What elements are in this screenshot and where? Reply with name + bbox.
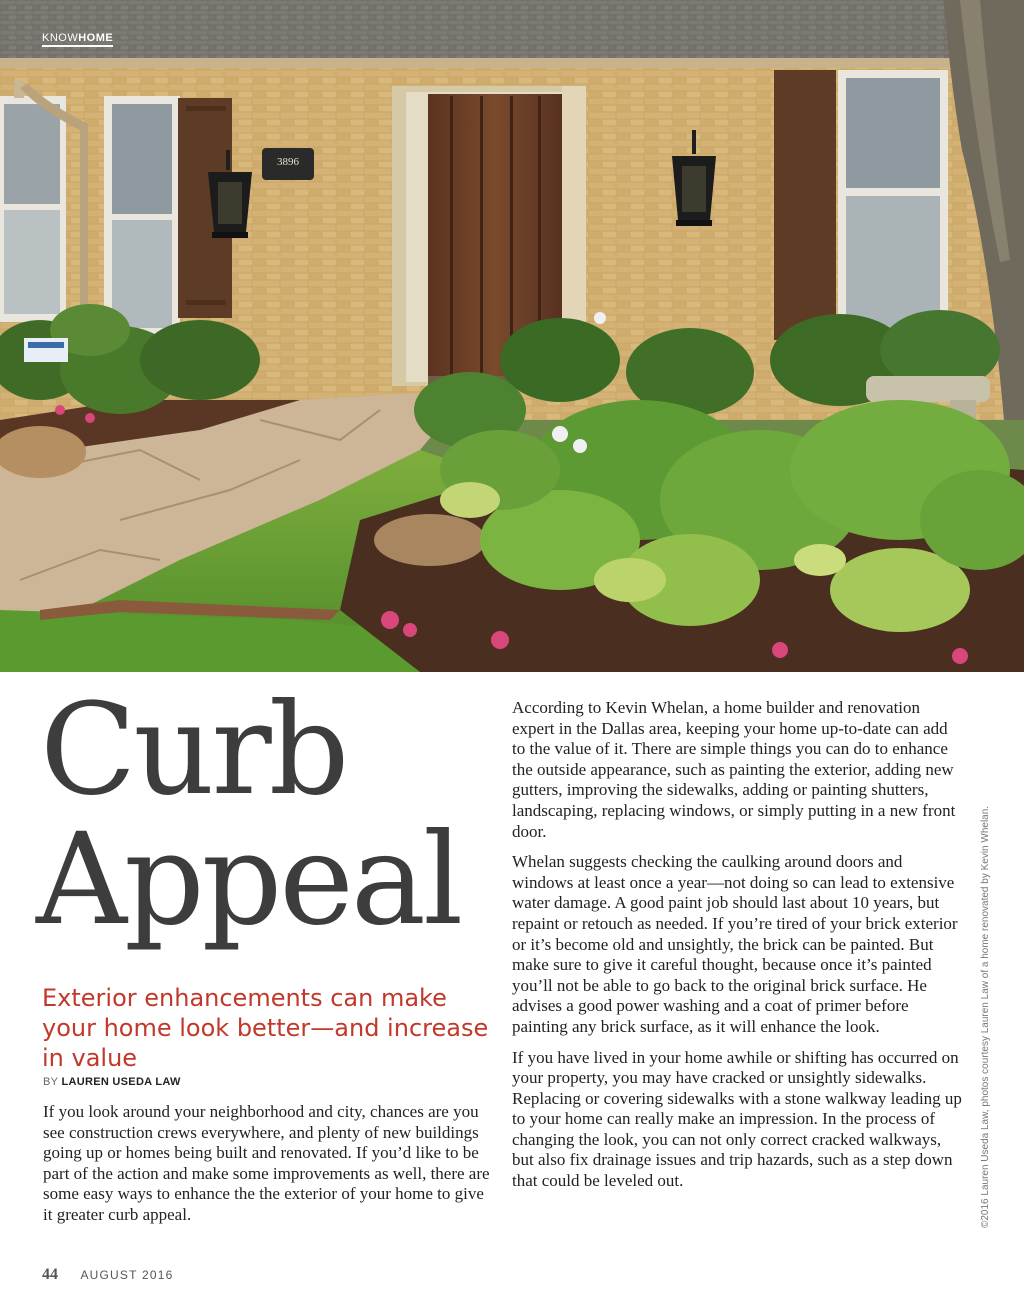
photo-credit: ©2016 Lauren Useda Law, photos courtesy Lauren Law of a home renovated by Kevin Whelan. — [980, 805, 991, 1228]
page-footer — [42, 1266, 173, 1284]
paragraph-3: Whelan suggests checking the caulking around doors and windows at least once a year—not doing so can lead to extensive water damage. A good paint job should last about 10 years, but repaint or retouch as needed. If you’re tired of your brick exterior or it’s become old and unsightly, the brick can be painted. But make sure to give it careful thought, because once it’s painted you’ll not be able to go back to the original brick surface. He advises a good power washing and a coat of primer before painting any brick surface, as it will enhance the look. — [512, 852, 958, 1036]
body-column-left — [43, 1102, 493, 1226]
byline-prefix: BY — [43, 1076, 59, 1088]
paragraph-1: If you look around your neighborhood and city, chances are you see construction crews everywhere, and plenty of new buildings going up or homes being built and renovated. If you’d like to be part of the action and make some improvements as well, there are some easy ways to enhance the the exterior of your home to give it greater curb appeal. — [43, 1102, 490, 1224]
byline-author: LAUREN USEDA LAW — [61, 1076, 181, 1088]
house-number-plaque: 3896 — [277, 156, 299, 168]
article-dek: Exterior enhancements can make your home look better—and increase in value — [42, 984, 489, 1072]
section-tag-part1: KNOW — [42, 32, 79, 44]
section-tag — [42, 32, 113, 47]
body-column-right — [512, 698, 964, 1202]
article-title-line1: Curb — [40, 676, 347, 823]
page-number: 44 — [42, 1266, 58, 1283]
paragraph-2: According to Kevin Whelan, a home builder and renovation expert in the Dallas area, keeping your home up-to-date can add to the value of it. There are simple things you can do to enhance the outside appearance, such as painting the exterior, adding new gutters, improving the sidewalks, adding or painting shutters, landscaping, replacing windows, or simply putting in a new front door. — [512, 698, 956, 841]
section-tag-part2: HOME — [78, 32, 114, 44]
issue-date: AUGUST 2016 — [80, 1268, 174, 1282]
byline — [43, 1076, 181, 1088]
paragraph-4: If you have lived in your home awhile or shifting has occurred on your property, you may have cracked or unsightly sidewalks. Replacing or covering sidewalks with a stone walkway leading up to your home can really make an impression. In the process of changing the look, you can not only correct cracked walkways, but also fix drainage issues and trip hazards, such as a step down that could be leveled out. — [512, 1047, 962, 1191]
article-title-line2: Appeal — [36, 806, 461, 953]
